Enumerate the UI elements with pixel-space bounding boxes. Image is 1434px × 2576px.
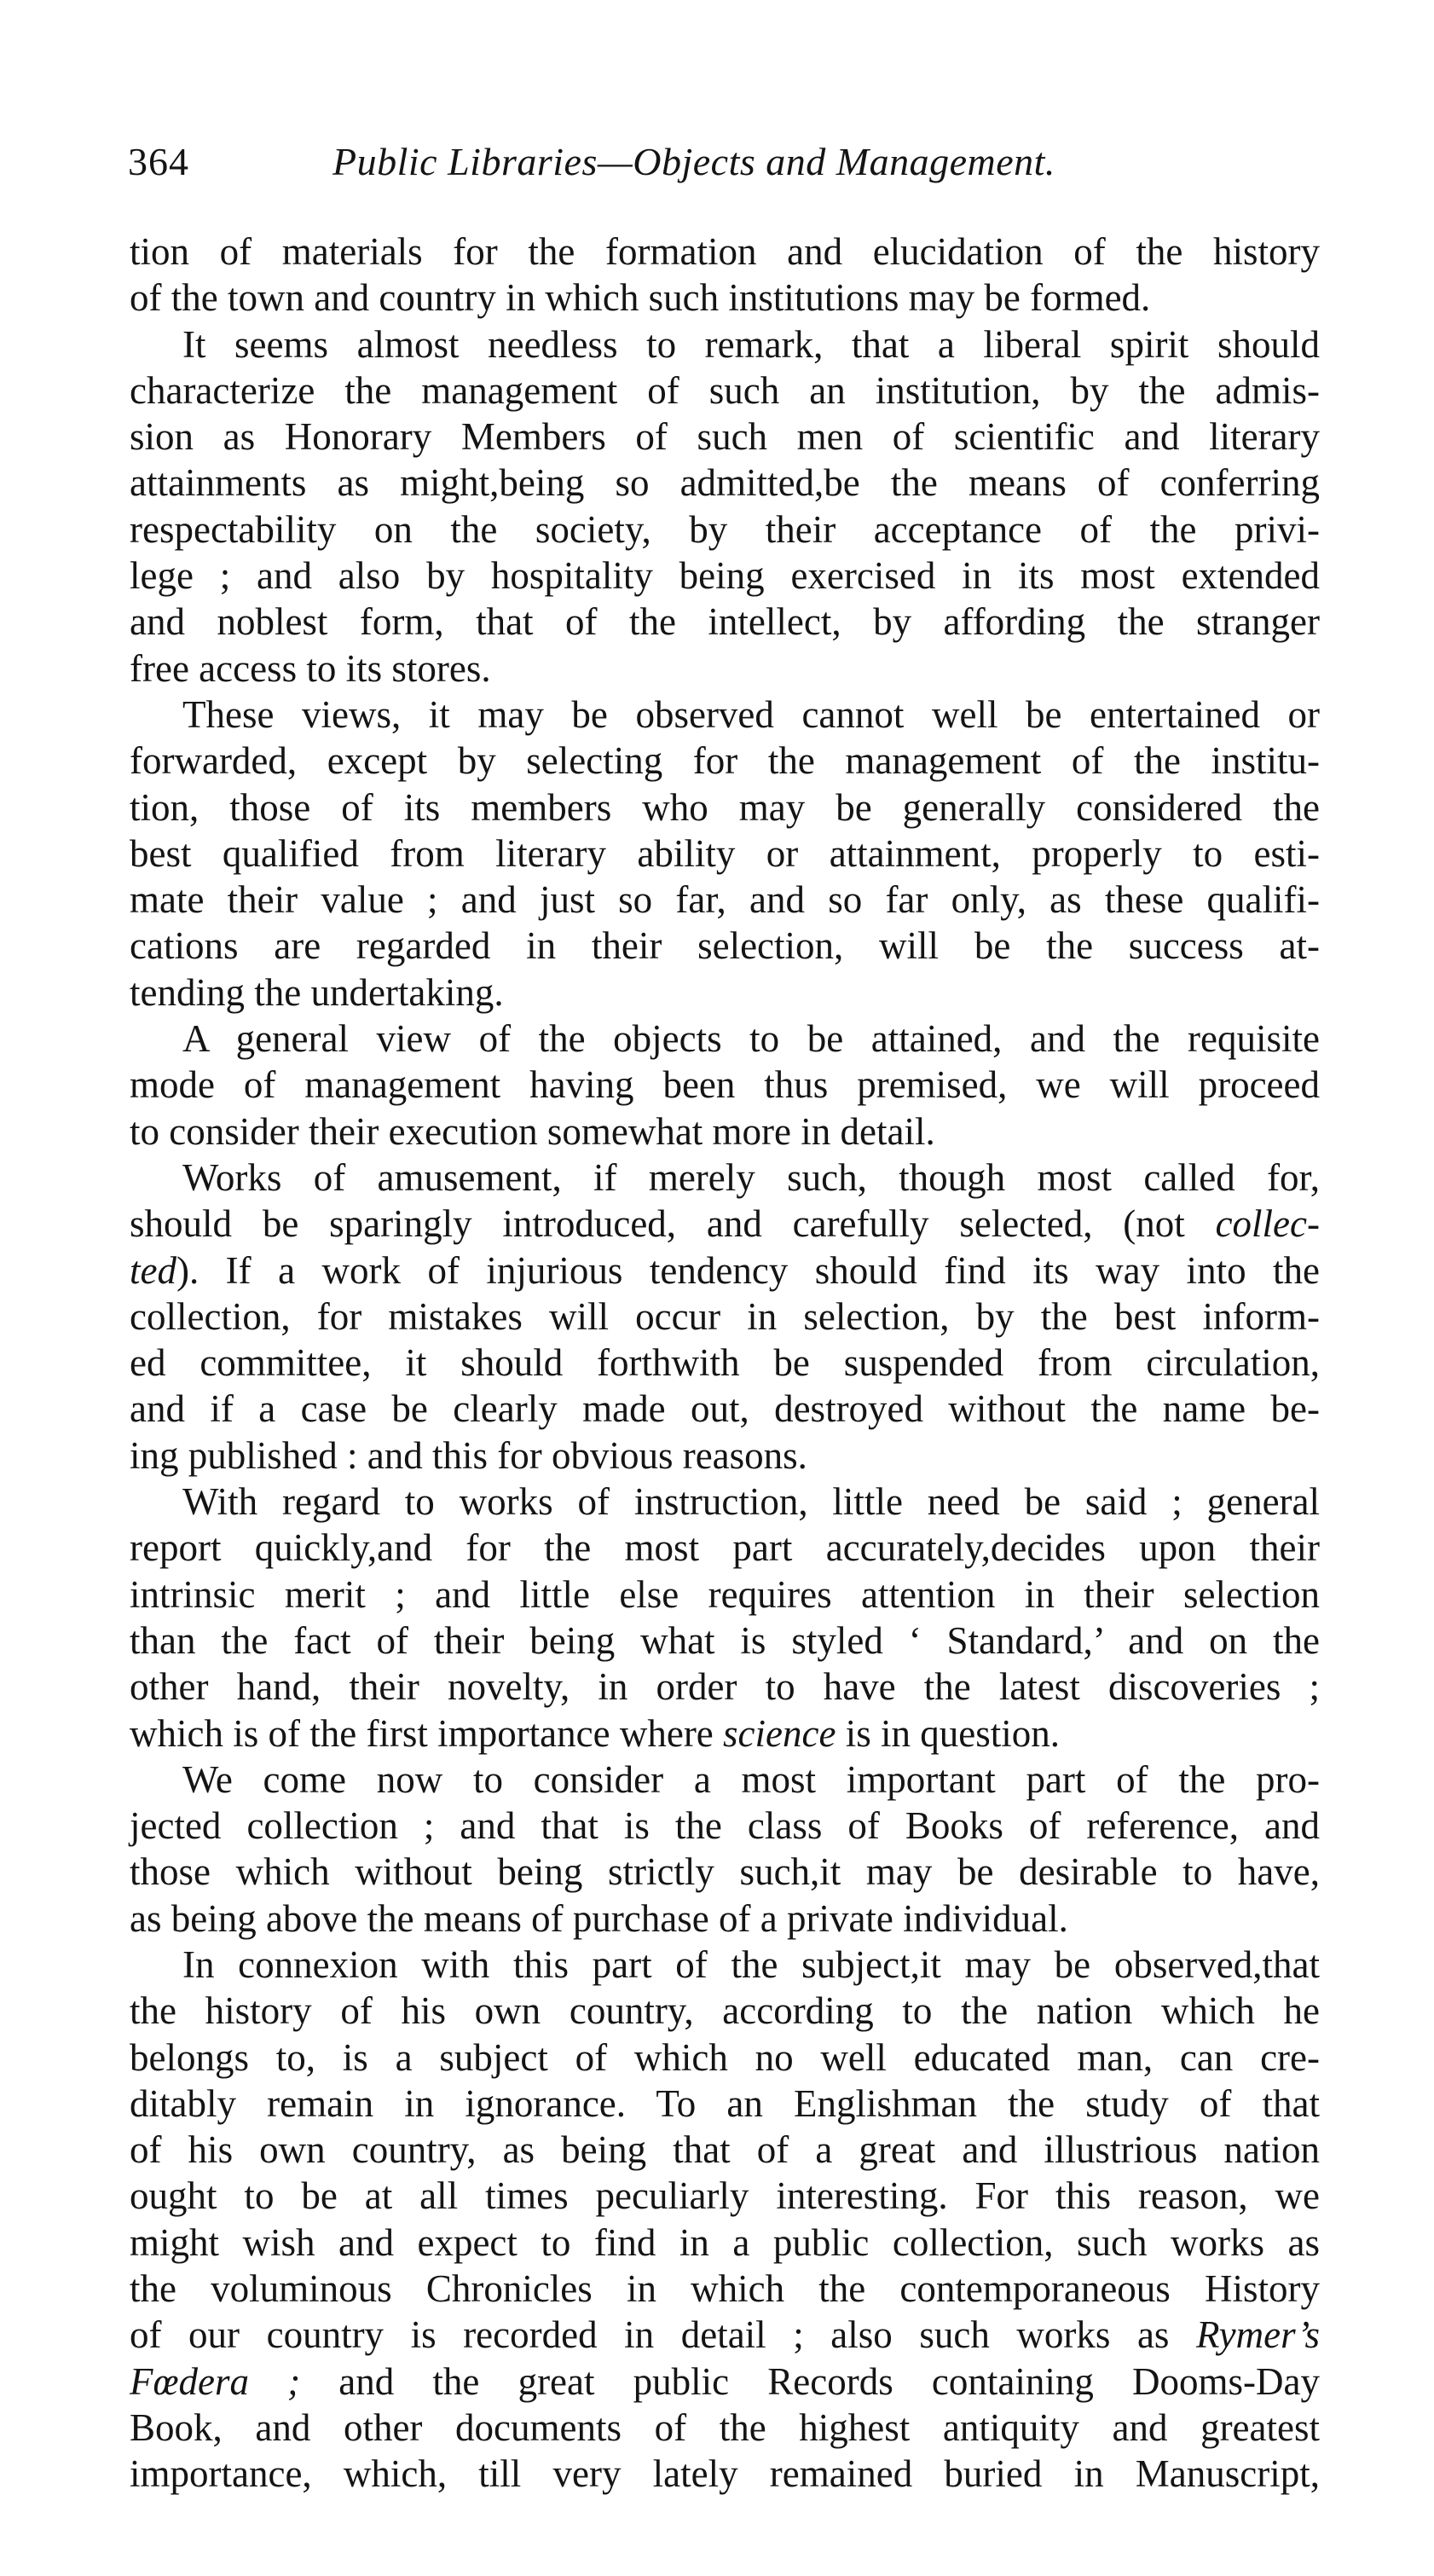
page-number: 364: [128, 140, 189, 183]
text-line: We come now to consider a most important part of the pro-: [182, 1757, 1320, 1801]
text-line: ditably remain in ignorance. To an Englishman the study of that: [130, 2081, 1320, 2125]
text-line: Works of amusement, if merely such, though most called for,: [182, 1155, 1320, 1199]
text-line: other hand, their novelty, in order to have the latest discoveries ;: [130, 1665, 1320, 1709]
text-line: Book, and other documents of the highest antiquity and greatest: [130, 2405, 1320, 2449]
text-line: the history of his own country, according to the nation which he: [130, 1989, 1320, 2033]
italic-text: ted: [130, 1248, 176, 1292]
text-line: tion of materials for the formation and elucidation of the history: [130, 230, 1320, 273]
text-line: A general view of the objects to be attained, and the requisite: [182, 1017, 1320, 1061]
text-line: belongs to, is a subject of which no well educated man, can cre-: [130, 2035, 1320, 2079]
italic-text: science: [723, 1711, 836, 1755]
text-line: collection, for mistakes will occur in selection, by the best inform-: [130, 1294, 1320, 1338]
text-line: of the town and country in which such institutions may be formed.: [130, 276, 1151, 320]
text-line: free access to its stores.: [130, 646, 491, 690]
text-line: the voluminous Chronicles in which the contemporaneous History: [130, 2267, 1320, 2311]
paragraph: [130, 1479, 1320, 1757]
text-line: intrinsic merit ; and little else requires attention in their selection: [130, 1572, 1320, 1616]
text-line: mate their value ; and just so far, and so far only, as these qualifi-: [130, 878, 1320, 922]
text-line: attainments as might,being so admitted,be the means of conferring: [130, 461, 1320, 505]
text-line: With regard to works of instruction, little need be said ; general: [182, 1480, 1320, 1524]
paragraph: [130, 1942, 1320, 2498]
text-line: respectability on the society, by their acceptance of the privi-: [130, 507, 1320, 551]
text-line: ed committee, it should forthwith be suspended from circulation,: [130, 1341, 1320, 1385]
paragraph: [130, 229, 1320, 321]
italic-text: collec-: [1215, 1202, 1320, 1246]
text-line: jected collection ; and that is the class of Books of reference, and: [130, 1804, 1320, 1848]
text-line: forwarded, except by selecting for the management of the institu-: [130, 739, 1320, 783]
text-line: to consider their execution somewhat more in detail.: [130, 1109, 935, 1153]
text-line: mode of management having been thus premised, we will proceed: [130, 1063, 1320, 1107]
text-line: best qualified from literary ability or attainment, properly to esti-: [130, 831, 1320, 875]
text-line: as being above the means of purchase of a private individual.: [130, 1896, 1068, 1940]
text-line: tion, those of its members who may be generally considered the: [130, 785, 1320, 829]
text-line: These views, it may be observed cannot well be entertained or: [182, 692, 1320, 736]
italic-text: Rymer’s: [1196, 2313, 1320, 2357]
text-line: of his own country, as being that of a great and illustrious nation: [130, 2128, 1320, 2172]
text-line: In connexion with this part of the subject,it may be observed,that: [182, 1942, 1320, 1986]
paragraph: [130, 321, 1320, 692]
text-line: might wish and expect to find in a public collection, such works as: [130, 2220, 1320, 2264]
page-header: [128, 136, 1321, 196]
text-line: It seems almost needless to remark, that a liberal spirit should: [182, 322, 1320, 366]
text-line: should be sparingly introduced, and carefully selected, (not collec-: [130, 1202, 1320, 1246]
text-line: cations are regarded in their selection, will be the success at-: [130, 924, 1320, 968]
text-line: tending the undertaking.: [130, 970, 504, 1014]
italic-text: Fœdera ;: [130, 2359, 301, 2403]
text-line: and if a case be clearly made out, destroyed without the name be-: [130, 1387, 1320, 1431]
text-line: ted). If a work of injurious tendency should find its way into the: [130, 1248, 1320, 1292]
paragraph: [130, 1757, 1320, 1942]
paragraph: [130, 1155, 1320, 1479]
text-line: importance, which, till very lately remained buried in Manuscript,: [130, 2452, 1320, 2496]
text-line: characterize the management of such an institution, by the admis-: [130, 368, 1320, 412]
text-line: sion as Honorary Members of such men of scientific and literary: [130, 415, 1320, 459]
text-line: those which without being strictly such,it may be desirable to have,: [130, 1850, 1320, 1894]
text-line: which is of the first importance where science is in question.: [130, 1711, 1060, 1755]
body-text: [130, 229, 1320, 2498]
text-line: than the fact of their being what is styled ‘ Standard,’ and on the: [130, 1618, 1320, 1662]
text-line: Fœdera ; and the great public Records containing Dooms-Day: [130, 2359, 1320, 2403]
text-line: report quickly,and for the most part accurately,decides upon their: [130, 1526, 1320, 1570]
text-line: ought to be at all times peculiarly interesting. For this reason, we: [130, 2174, 1320, 2218]
paragraph: [130, 692, 1320, 1016]
text-line: and noblest form, that of the intellect, by affording the stranger: [130, 600, 1320, 644]
text-line: of our country is recorded in detail ; also such works as Rymer’s: [130, 2313, 1320, 2357]
running-title: Public Libraries—Objects and Management.: [332, 140, 1055, 183]
text-line: ing published : and this for obvious reasons.: [130, 1433, 807, 1477]
text-line: lege ; and also by hospitality being exercised in its most extended: [130, 554, 1320, 598]
paragraph: [130, 1016, 1320, 1155]
